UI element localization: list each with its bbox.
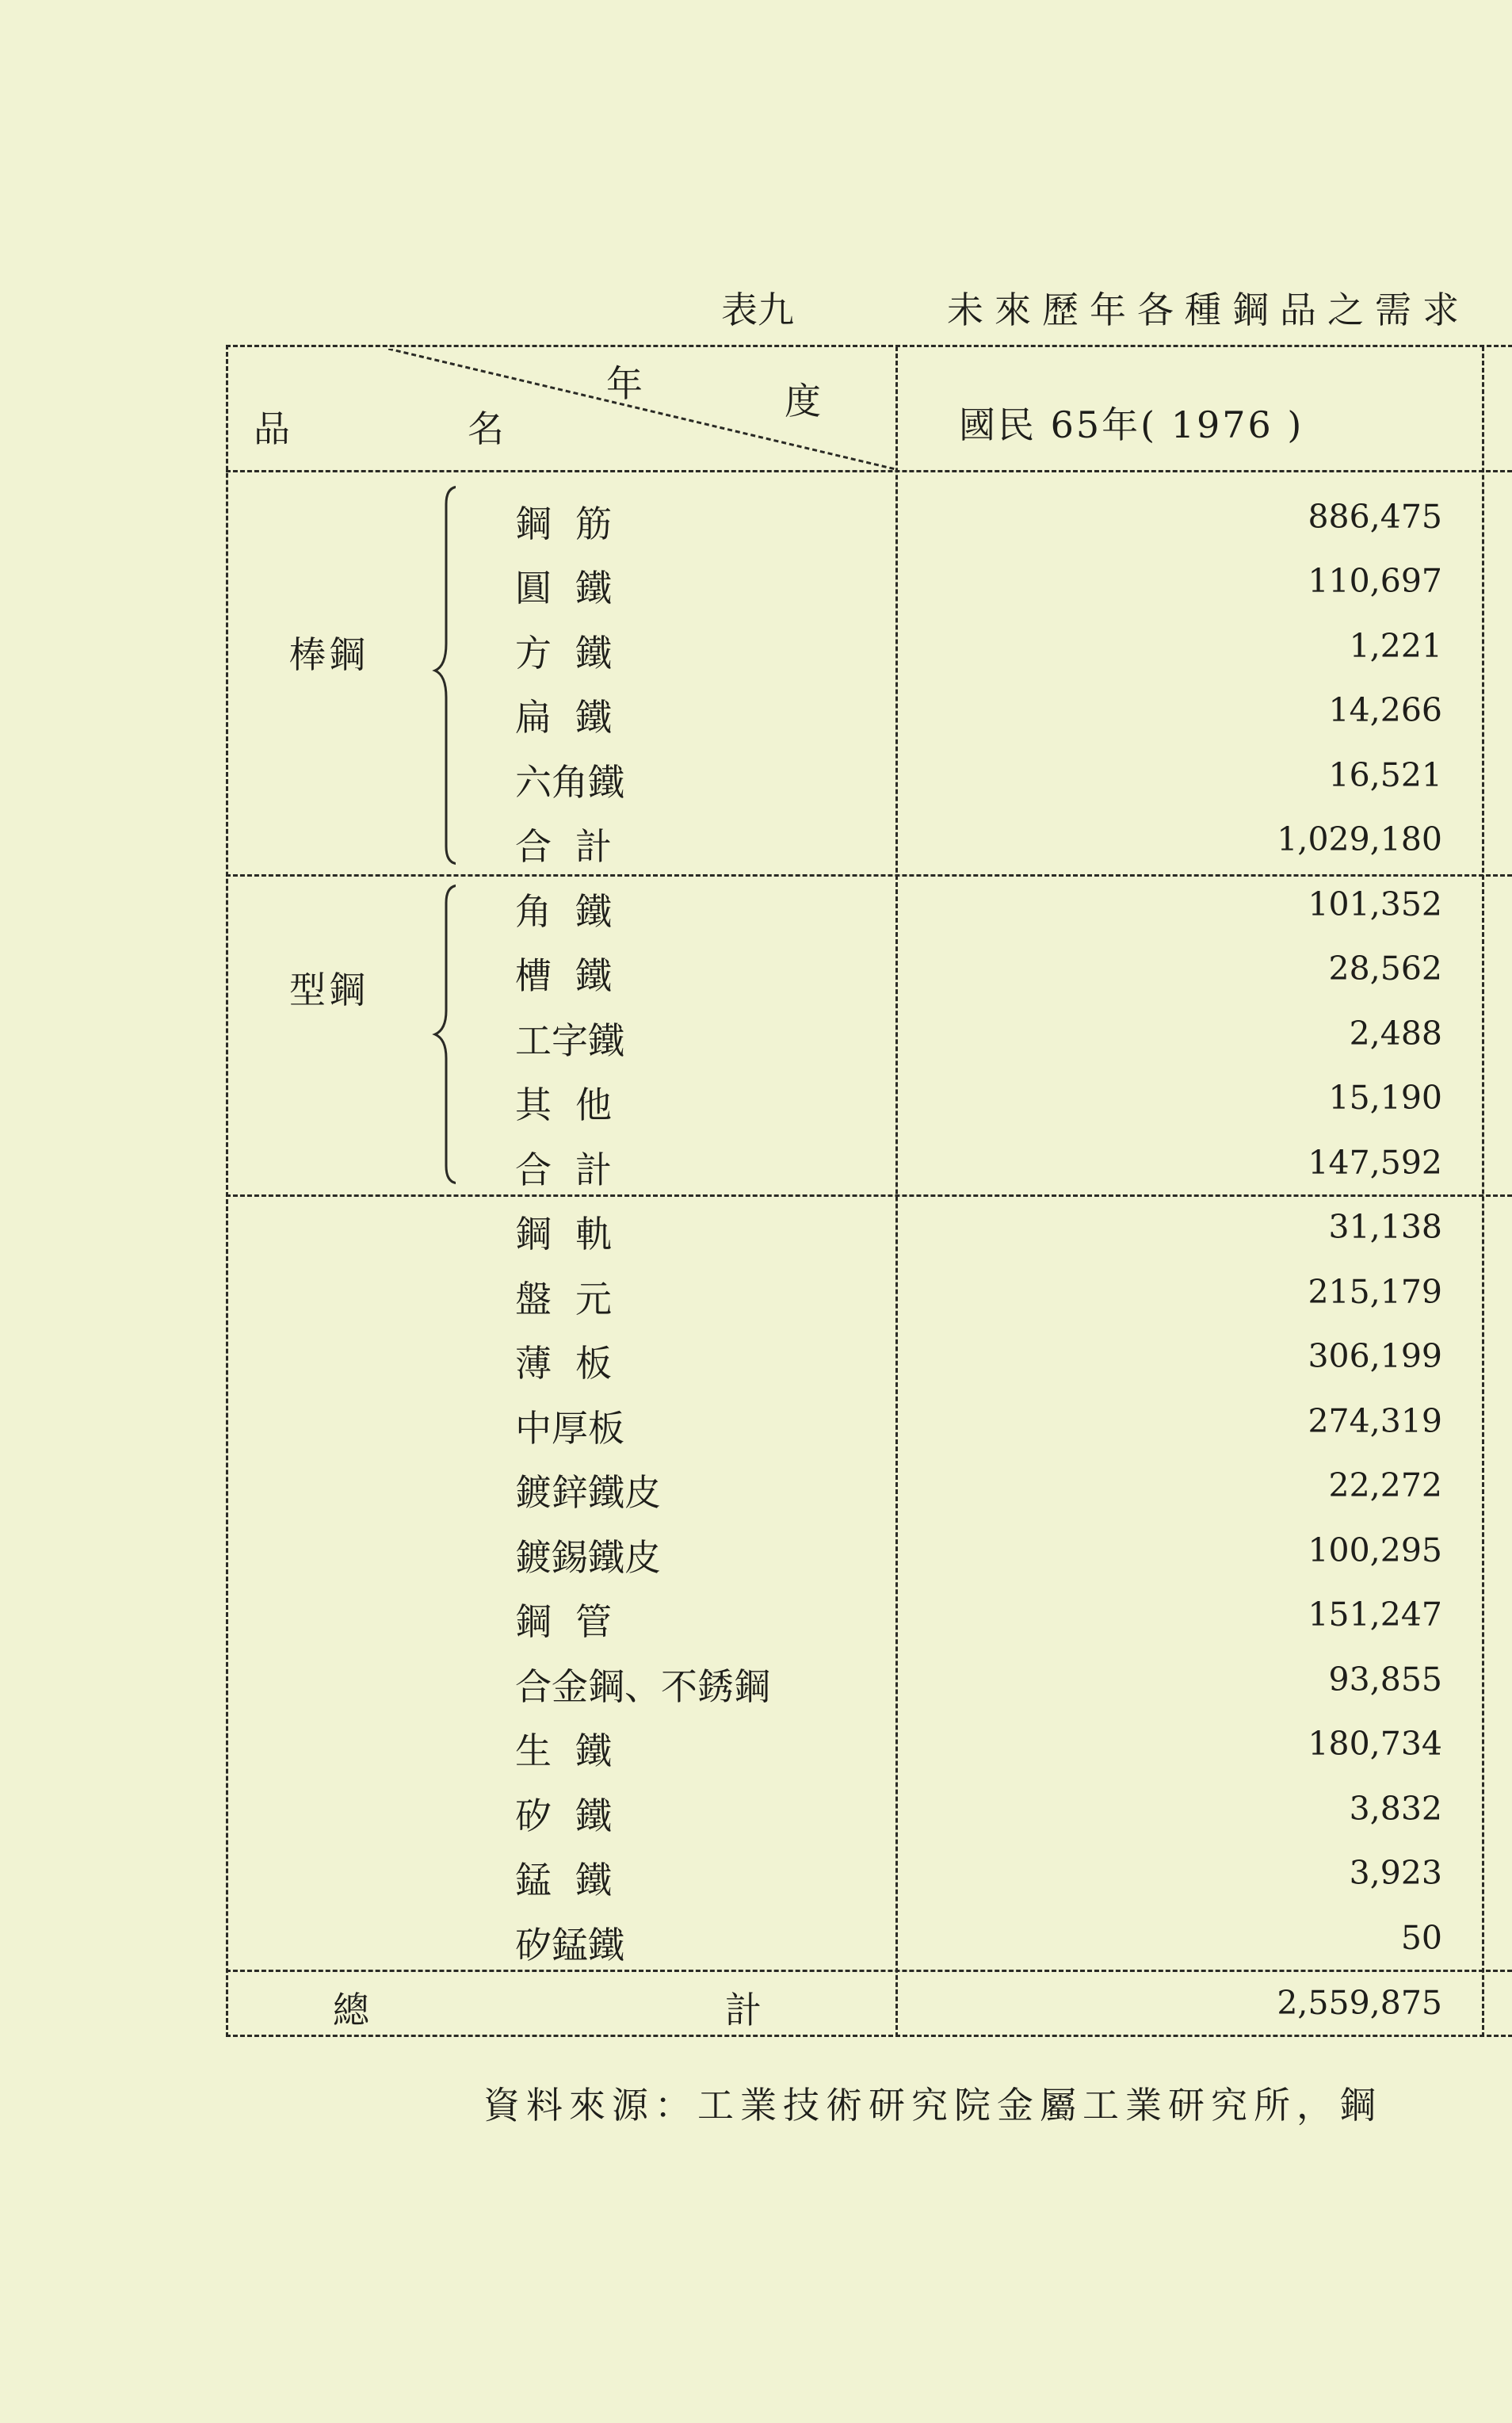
item-value: 15,190 bbox=[1328, 1079, 1442, 1117]
header-label-year-a: 年 bbox=[606, 362, 643, 405]
item-name: 中厚板 bbox=[515, 1407, 624, 1450]
item-value: 1,221 bbox=[1349, 627, 1442, 665]
item-value: 274,319 bbox=[1308, 1402, 1442, 1440]
item-name: 矽錳鐵 bbox=[515, 1924, 624, 1966]
item-name: 盤元 bbox=[515, 1278, 636, 1320]
item-value: 93,855 bbox=[1328, 1661, 1442, 1699]
item-name: 槽鐵 bbox=[515, 954, 636, 997]
total-label-a: 總 bbox=[333, 1989, 369, 2031]
item-name: 合金鋼、不銹鋼 bbox=[515, 1665, 770, 1708]
item-name: 其他 bbox=[515, 1083, 636, 1126]
brace-bar-steel bbox=[432, 485, 456, 866]
item-value: 180,734 bbox=[1308, 1725, 1442, 1763]
item-value: 16,521 bbox=[1328, 756, 1442, 794]
item-value: 2,488 bbox=[1349, 1015, 1442, 1053]
total-divider bbox=[226, 1970, 1512, 1972]
item-value: 886,475 bbox=[1308, 498, 1442, 536]
table-number: 表九 bbox=[721, 289, 794, 331]
item-name: 合計 bbox=[515, 825, 636, 868]
group-label-section-steel: 型鋼 bbox=[289, 969, 368, 1011]
item-name: 生鐵 bbox=[515, 1729, 636, 1772]
item-value: 3,923 bbox=[1349, 1854, 1442, 1892]
group-divider-2 bbox=[226, 1194, 1512, 1197]
header-label-item-a: 品 bbox=[254, 407, 290, 450]
item-name: 合計 bbox=[515, 1148, 636, 1191]
item-value: 50 bbox=[1400, 1919, 1442, 1957]
item-name: 錳鐵 bbox=[515, 1859, 636, 1901]
item-value: 215,179 bbox=[1308, 1273, 1442, 1311]
item-value: 31,138 bbox=[1328, 1208, 1442, 1246]
group-label-bar-steel: 棒鋼 bbox=[289, 633, 368, 676]
item-value: 151,247 bbox=[1308, 1596, 1442, 1634]
item-name: 圓鐵 bbox=[515, 567, 636, 610]
total-value: 2,559,875 bbox=[1277, 1984, 1442, 2022]
header-label-year-b: 度 bbox=[785, 380, 821, 422]
item-name: 鍍錫鐵皮 bbox=[515, 1536, 661, 1579]
item-value: 147,592 bbox=[1308, 1144, 1442, 1182]
item-value: 100,295 bbox=[1308, 1531, 1442, 1569]
item-name: 矽鐵 bbox=[515, 1794, 636, 1837]
item-value: 101,352 bbox=[1308, 885, 1442, 923]
item-name: 扁鐵 bbox=[515, 696, 636, 739]
item-name: 方鐵 bbox=[515, 632, 636, 675]
total-label-b: 計 bbox=[725, 1989, 762, 2031]
brace-section-steel bbox=[432, 884, 456, 1185]
item-value: 306,199 bbox=[1308, 1337, 1442, 1375]
item-value: 1,029,180 bbox=[1277, 820, 1442, 858]
column-divider-right bbox=[1482, 346, 1484, 2037]
column-divider bbox=[895, 346, 898, 2037]
item-name: 鍍鋅鐵皮 bbox=[515, 1471, 661, 1514]
item-name: 薄板 bbox=[515, 1342, 636, 1385]
header-label-item-b: 名 bbox=[468, 407, 504, 450]
item-value: 3,832 bbox=[1349, 1790, 1442, 1828]
item-name: 角鐵 bbox=[515, 890, 636, 933]
item-name: 鋼筋 bbox=[515, 503, 636, 545]
item-name: 工字鐵 bbox=[515, 1019, 624, 1062]
item-value: 22,272 bbox=[1328, 1466, 1442, 1504]
source-note: 資料來源：工業技術研究院金屬工業研究所，鋼 bbox=[483, 2084, 1382, 2127]
item-value: 28,562 bbox=[1328, 950, 1442, 988]
header-year-column: 國民 65年( 1976 ) bbox=[959, 403, 1304, 446]
item-name: 六角鐵 bbox=[515, 761, 624, 804]
item-value: 14,266 bbox=[1328, 691, 1442, 729]
item-name: 鋼軌 bbox=[515, 1213, 636, 1255]
item-name: 鋼管 bbox=[515, 1600, 636, 1643]
table-title: 未來歷年各種鋼品之需求 bbox=[947, 289, 1470, 331]
group-divider-1 bbox=[226, 874, 1512, 877]
item-value: 110,697 bbox=[1308, 562, 1442, 600]
